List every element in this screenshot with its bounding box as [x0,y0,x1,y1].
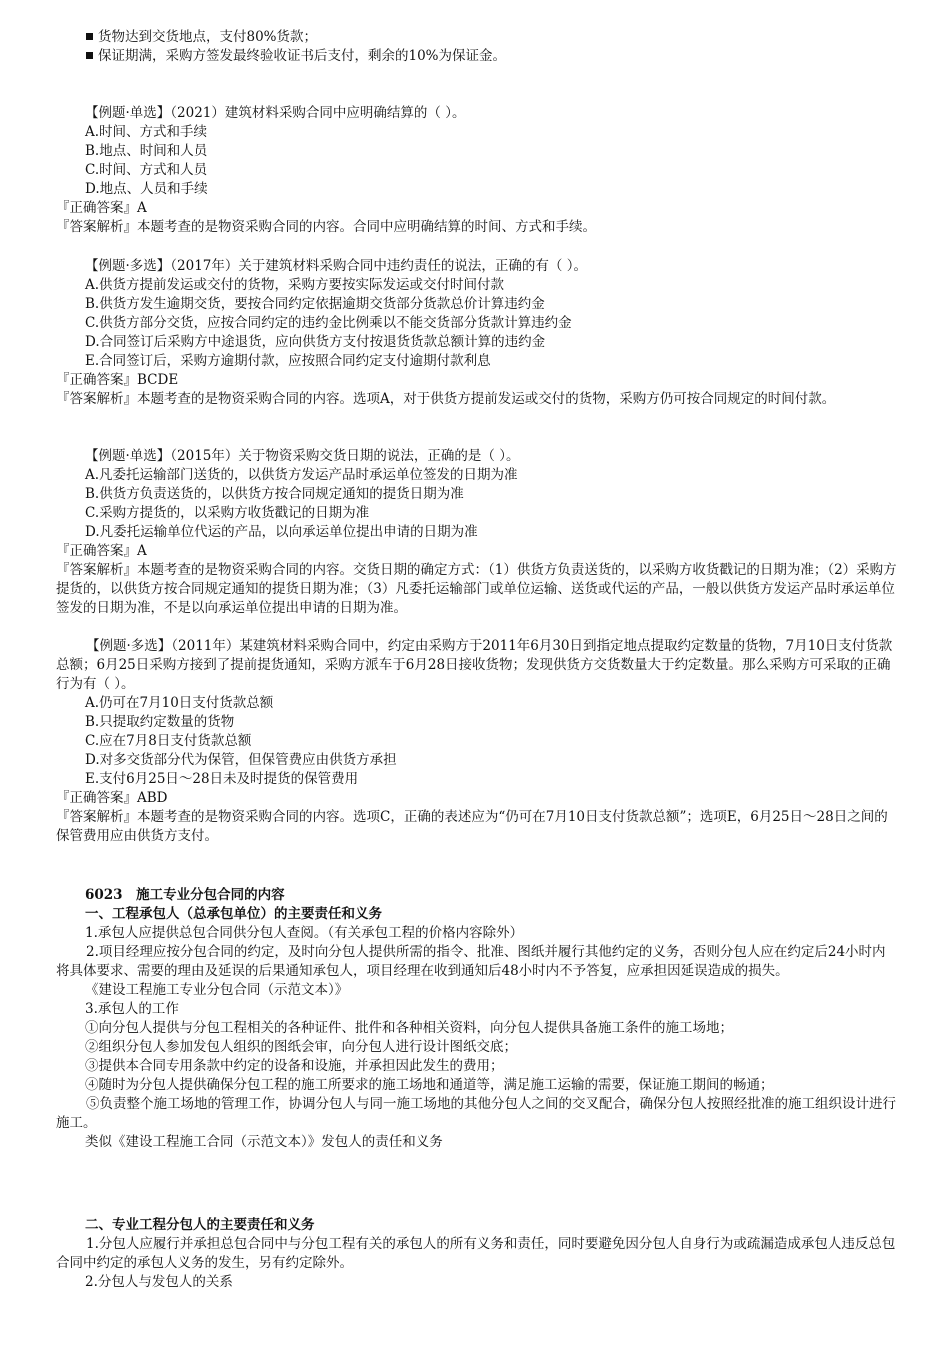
square-bullet-icon [86,33,93,40]
answer-analysis: 『答案解析』本题考查的是物资采购合同的内容。交货日期的确定方式：（1）供货方负责送货的，以采购方收货戳记的日期为准；（2）采购方提货的，以供货方按合同规定通知的提货日期为准；（3）凡委托运输部门或单位运输、送货或代运的产品，一般以供货方发运产品时承运单位签发的日期为准，不是以向承运单位提出申请的日期为准。 [56,562,897,616]
question-stem: 【例题·单选】（2015年）关于物资采购交货日期的说法，正确的是（ ）。 [85,448,520,464]
question-stem: 【例题·多选】（2011年）某建筑材料采购合同中，约定由采购方于2011年6月30日到指定地点提取约定数量的货物，7月10日支付货款总额；6月25日采购方接到了提前提货通知，采购方派车于6月28日接收货物；发现供货方交货数量大于约定数量。那么采购方可采取的正确行为有（ ）。 [56,638,893,692]
section-6023 [56,886,898,1152]
question-2017 [56,257,898,409]
list-item: ①向分包人提供与分包工程相关的各种证件、批件和各种相关资料，向分包人提供具备施工条件的施工场地； [85,1020,733,1036]
top-bullet-list [56,28,898,66]
option-b: B.地点、时间和人员 [85,143,208,159]
answer-analysis: 『答案解析』本题考查的是物资采购合同的内容。选项A，对于供货方提前发运或交付的货物，采购方仍可按合同规定的时间付款。 [56,391,836,407]
option-c: C.采购方提货的，以采购方收货戳记的日期为准 [85,505,370,521]
list-item: ②组织分包人参加发包人组织的图纸会审，向分包人进行设计图纸交底； [85,1039,517,1055]
option-d: D.合同签订后采购方中途退货，应向供货方支付按退货货款总额计算的违约金 [85,334,546,350]
option-c: C.应在7月8日支付货款总额 [85,733,252,749]
question-stem: 【例题·多选】（2017年）关于建筑材料采购合同中违约责任的说法，正确的有（ ）。 [85,258,587,274]
option-d: D.地点、人员和手续 [85,181,208,197]
section-subcontractor [56,1216,898,1292]
list-item: ④随时为分包人提供确保分包工程的施工所要求的施工场地和通道等，满足施工运输的需要，保证施工期间的畅通； [85,1077,774,1093]
correct-answer: 『正确答案』A [56,543,147,559]
paragraph: 类似《建设工程施工合同（示范文本）》发包人的责任和义务 [85,1134,443,1150]
reference-title: 《建设工程施工专业分包合同（示范文本）》 [85,982,349,998]
option-c: C.供货方部分交货，应按合同约定的违约金比例乘以不能交货部分货款计算违约金 [85,315,572,331]
answer-analysis: 『答案解析』本题考查的是物资采购合同的内容。合同中应明确结算的时间、方式和手续。 [56,219,596,235]
option-e: E.支付6月25日～28日未及时提货的保管费用 [85,771,359,787]
answer-analysis: 『答案解析』本题考查的是物资采购合同的内容。选项C，正确的表述应为“仍可在7月10日支付货款总额”；选项E，6月25日～28日之间的保管费用应由供货方支付。 [56,809,888,844]
option-a: A.时间、方式和手续 [85,124,208,140]
list-item: ⑤负责整个施工场地的管理工作，协调分包人与同一施工场地的其他分包人之间的交叉配合，确保分包人按照经批准的施工组织设计进行施工。 [56,1096,896,1131]
square-bullet-icon [86,52,93,59]
correct-answer: 『正确答案』BCDE [56,372,179,388]
question-2011 [56,637,898,846]
option-b: B.只提取约定数量的货物 [85,714,235,730]
paragraph: 2.分包人与发包人的关系 [85,1274,233,1290]
option-a: A.供货方提前发运或交付的货物，采购方要按实际发运或交付时间付款 [85,277,505,293]
question-2015 [56,447,898,618]
option-e: E.合同签订后，采购方逾期付款，应按照合同约定支付逾期付款利息 [85,353,491,369]
option-b: B.供货方发生逾期交货，要按合同约定依据逾期交货部分货款总价计算违约金 [85,296,545,312]
option-a: A.仍可在7月10日支付货款总额 [85,695,274,711]
paragraph: 1.分包人应履行并承担总包合同中与分包工程有关的承包人的所有义务和责任，同时要避免因分包人自身行为或疏漏造成承包人违反总包合同中约定的承包人义务的发生，另有约定除外。 [56,1236,896,1271]
heading-subcontractor-duties: 二、专业工程分包人的主要责任和义务 [85,1217,315,1233]
correct-answer: 『正确答案』A [56,200,147,216]
option-c: C.时间、方式和人员 [85,162,208,178]
option-a: A.凡委托运输部门送货的，以供货方发运产品时承运单位签发的日期为准 [85,467,518,483]
option-d: D.对多交货部分代为保管，但保管费应由供货方承担 [85,752,397,768]
question-stem: 【例题·单选】（2021）建筑材料采购合同中应明确结算的（ ）。 [85,105,466,121]
paragraph: 3.承包人的工作 [85,1001,179,1017]
paragraph: 2.项目经理应按分包合同的约定，及时向分包人提供所需的指令、批准、图纸并履行其他约定的义务，否则分包人应在约定后24小时内将具体要求、需要的理由及延误的后果通知承包人，项目经理在收到通知后48小时内不予答复，应承担因延误造成的损失。 [56,944,886,979]
section-title: 6023 施工专业分包合同的内容 [85,887,285,903]
option-b: B.供货方负责送货的，以供货方按合同规定通知的提货日期为准 [85,486,464,502]
list-item: ③提供本合同专用条款中约定的设备和设施，并承担因此发生的费用； [85,1058,504,1074]
heading-contractor-duties: 一、工程承包人（总承包单位）的主要责任和义务 [85,906,382,922]
bullet-item: 保证期满，采购方签发最终验收证书后支付，剩余的10%为保证金。 [56,47,898,66]
question-2021 [56,104,898,237]
bullet-item: 货物达到交货地点，支付80%货款； [56,28,898,47]
correct-answer: 『正确答案』ABD [56,790,168,806]
paragraph: 1.承包人应提供总包合同供分包人查阅。（有关承包工程的价格内容除外） [85,925,524,941]
option-d: D.凡委托运输单位代运的产品，以向承运单位提出申请的日期为准 [85,524,478,540]
